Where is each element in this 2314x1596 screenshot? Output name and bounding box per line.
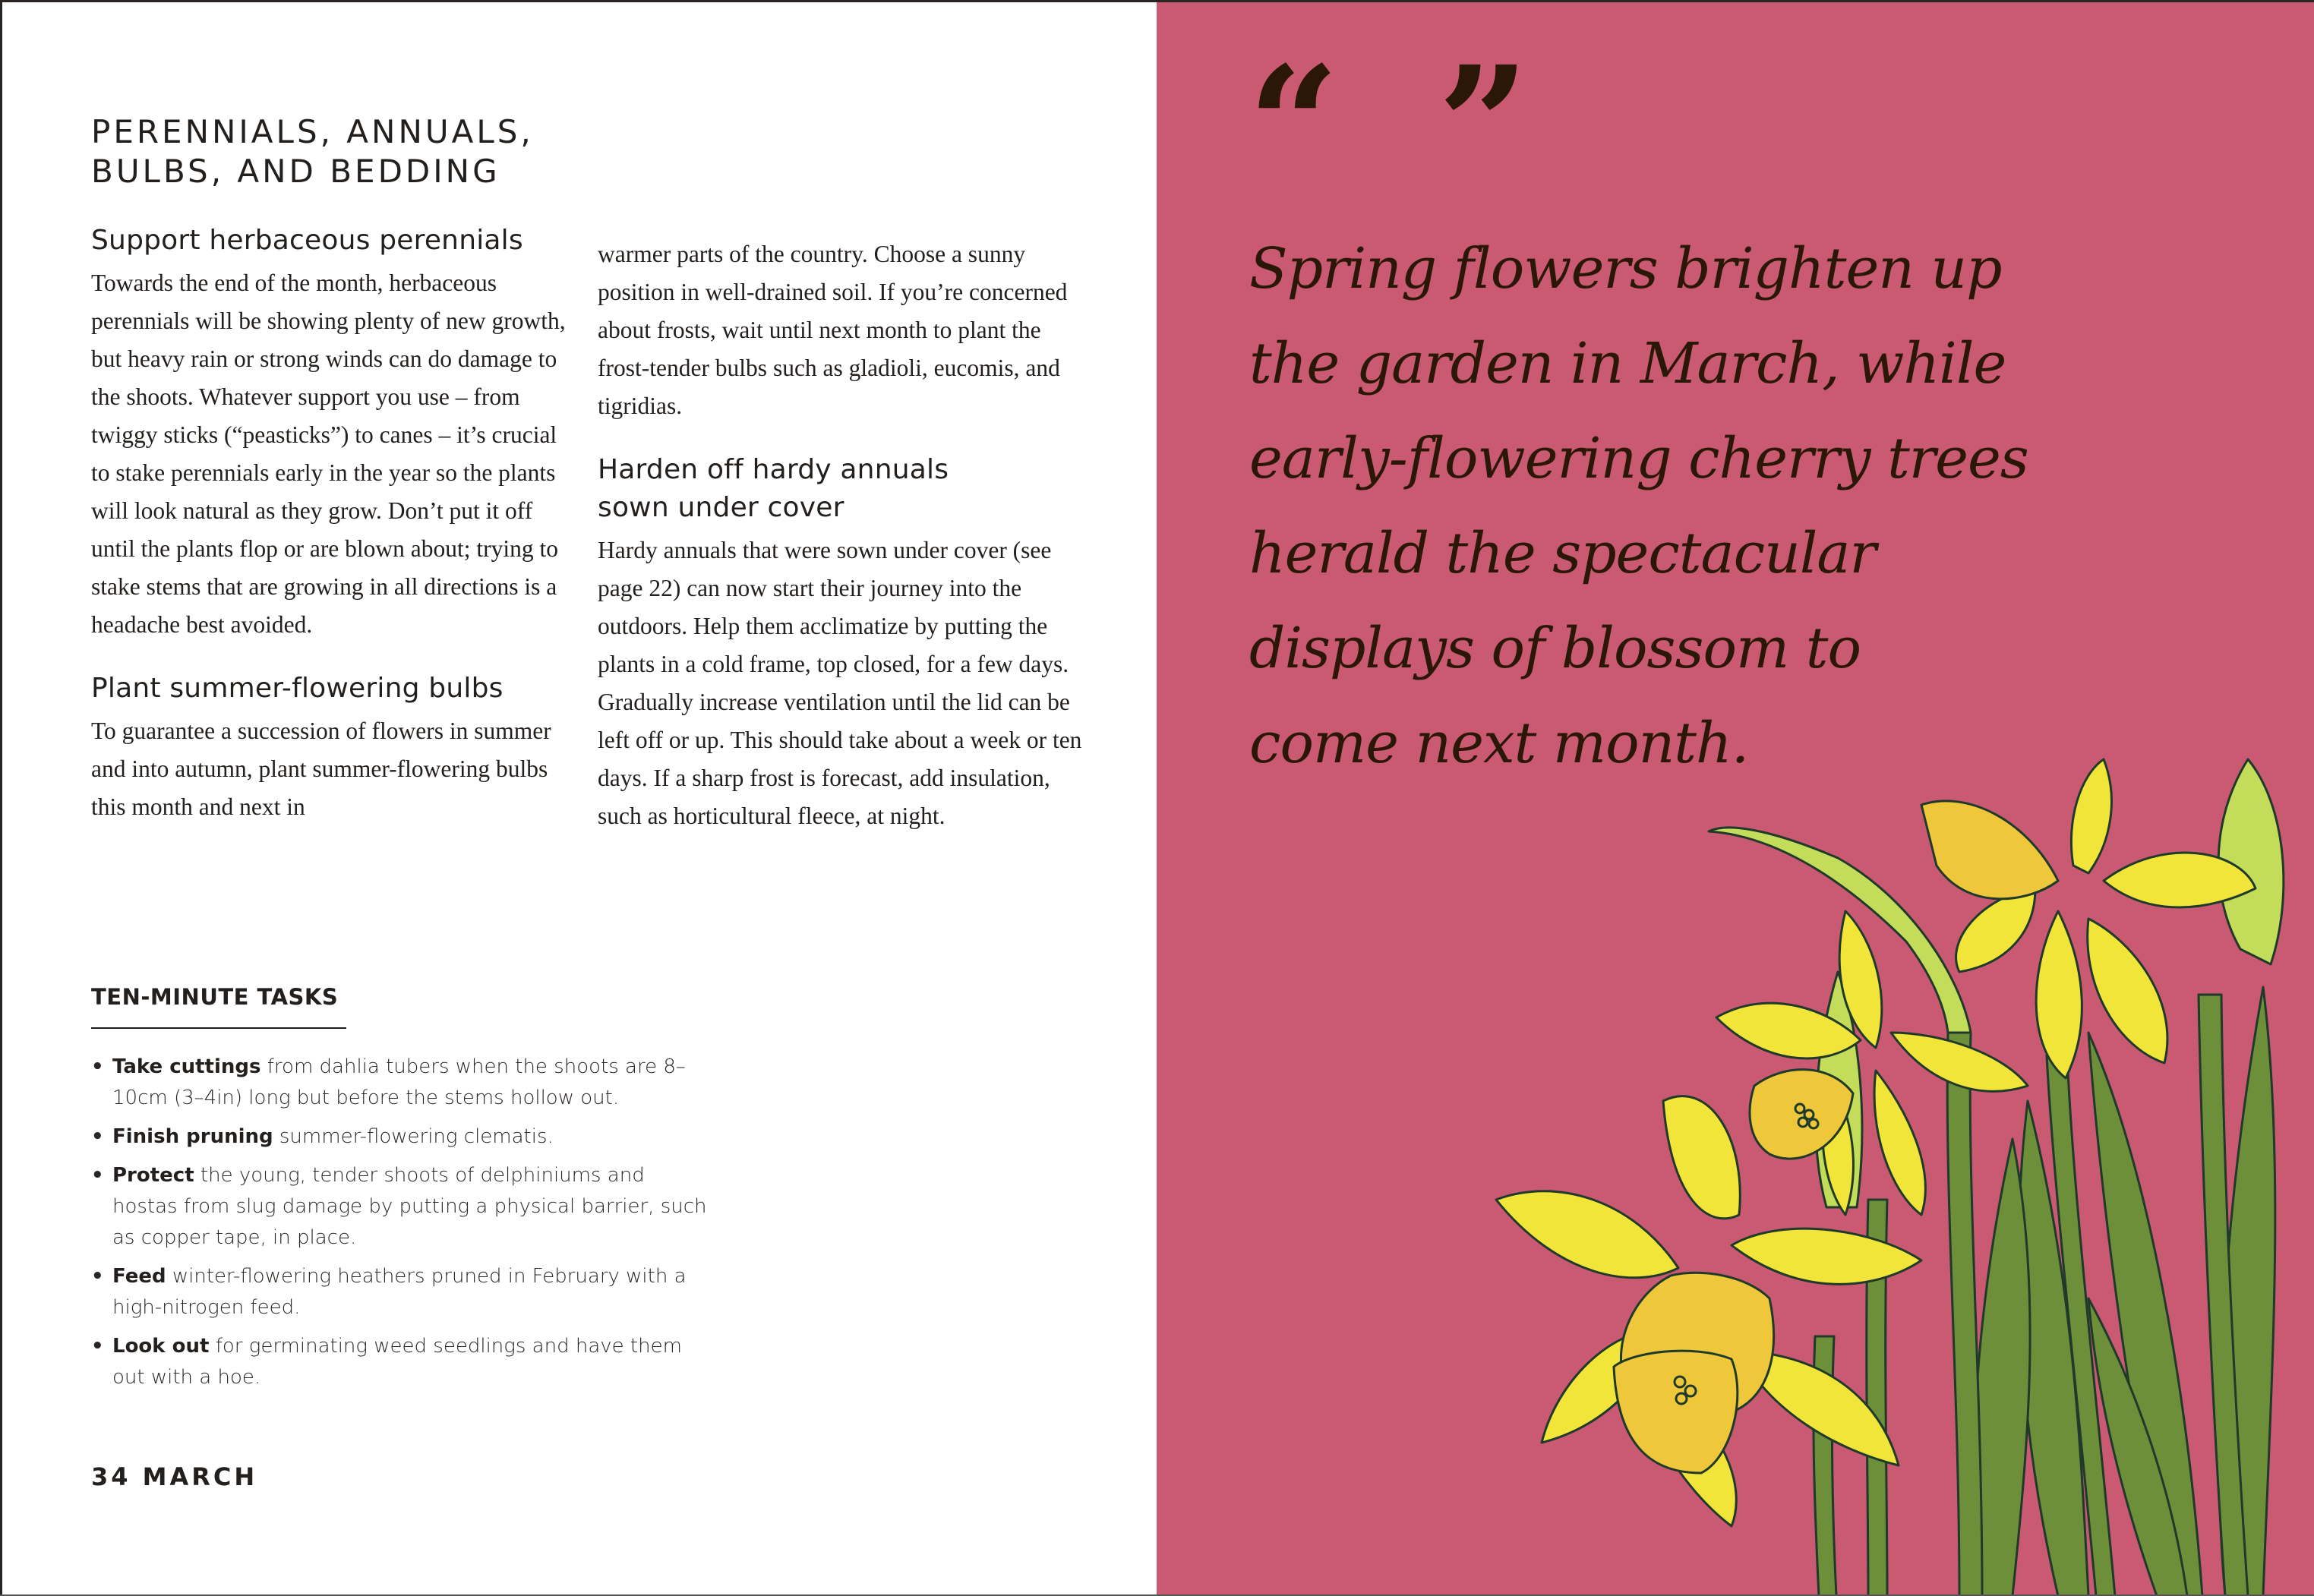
- page-edge-left: [0, 0, 2, 1596]
- task-lead: Look out: [112, 1335, 210, 1358]
- subhead-summer-bulbs: Plant summer-flowering bulbs: [91, 673, 504, 704]
- pull-quote: [1249, 222, 2123, 791]
- task-lead: Feed: [112, 1265, 166, 1288]
- body-harden-off: Hardy annuals that were sown under cover (see page 22) can now start their journey into the outdoors. Help them acclimatize by putting the plants in a cold frame, top closed, for a few days. Gradually increase ventilation until the lid can be left off or up. This should take about a week or ten days. If a sharp frost is forecast, add insulation, such as horticultural fleece, at night.: [598, 537, 1082, 829]
- task-text: winter-flowering heathers pruned in February with a high-nitrogen feed.: [112, 1265, 687, 1319]
- bullet-icon: •: [91, 1335, 104, 1358]
- subhead-harden-off: [598, 451, 1084, 527]
- pull-quote-line: early-flowering cherry trees: [1249, 426, 2028, 491]
- body-support-perennials: Towards the end of the month, herbaceous perennials will be showing plenty of new growth, but heavy rain or strong winds can do damage to the shoots. Whatever support you use – from twiggy sticks (“peasticks”) to canes – it’s crucial to stake perennials early in the year so the plants will look natural as they grow. Don’t put it off until the plants flop or are blown about; trying to stake stems that are growing in all directions is a headache best avoided.: [91, 270, 566, 638]
- section-heading-line-1: PERENNIALS, ANNUALS,: [91, 113, 534, 150]
- page-edge-top: [0, 0, 2314, 2]
- task-lead: Take cuttings: [112, 1055, 261, 1078]
- body-summer-bulbs: To guarantee a succession of flowers in summer and into autumn, plant summer-flowering bulbs this month and next in: [91, 718, 551, 820]
- pull-quote-line: herald the spectacular: [1249, 521, 1876, 586]
- pull-quote-line: displays of blossom to: [1249, 616, 1861, 681]
- ten-minute-tasks-box: [91, 982, 714, 1401]
- ten-minute-tasks-heading: TEN-MINUTE TASKS: [91, 984, 339, 1010]
- tasks-heading-underline: [91, 1027, 346, 1029]
- text-column-2: [598, 235, 1084, 835]
- stem-icon: [1947, 1033, 1982, 1596]
- right-page: [1157, 0, 2314, 1596]
- body-summer-bulbs-continued: warmer parts of the country. Choose a sunny position in well-drained soil. If you’re concerned about frosts, wait until next month to plant the frost-tender bulbs such as gladioli, eucomis, and tigridias.: [598, 241, 1068, 419]
- pull-quote-line: come next month.: [1249, 711, 1749, 776]
- task-lead: Protect: [112, 1164, 194, 1187]
- task-item: [91, 1160, 714, 1254]
- subhead-harden-off-line-1: Harden off hardy annuals: [598, 454, 949, 485]
- tasks-list: [91, 1052, 714, 1393]
- task-item: [91, 1261, 714, 1323]
- task-text: from dahlia tubers when the shoots are 8–10cm (3–4in) long but before the stems hollow out.: [112, 1055, 686, 1109]
- task-item: [91, 1331, 714, 1393]
- section-heading-line-2: BULBS, AND BEDDING: [91, 153, 500, 190]
- pull-quote-line: Spring flowers brighten up: [1249, 236, 2002, 301]
- task-lead: Finish pruning: [112, 1125, 273, 1148]
- quotation-marks-icon: “ ”: [1248, 31, 1551, 219]
- daffodils-illustration: [1481, 744, 2314, 1596]
- text-column-1: [91, 222, 577, 826]
- bullet-icon: •: [91, 1125, 104, 1148]
- bullet-icon: •: [91, 1164, 104, 1187]
- subhead-support-perennials: Support herbaceous perennials: [91, 225, 523, 256]
- bullet-icon: •: [91, 1265, 104, 1288]
- task-text: summer-flowering clematis.: [273, 1125, 554, 1148]
- subhead-harden-off-line-2: sown under cover: [598, 492, 844, 523]
- task-text: for germinating weed seedlings and have them out with a hoe.: [112, 1335, 682, 1389]
- task-item: [91, 1052, 714, 1114]
- section-heading: [91, 112, 775, 191]
- pull-quote-line: the garden in March, while: [1249, 331, 2006, 396]
- task-text: the young, tender shoots of delphiniums and hostas from slug damage by putting a physical barrier, such as copper tape, in place.: [112, 1164, 707, 1249]
- task-item: [91, 1121, 714, 1153]
- bullet-icon: •: [91, 1055, 104, 1078]
- page-folio: 34 MARCH: [91, 1462, 258, 1491]
